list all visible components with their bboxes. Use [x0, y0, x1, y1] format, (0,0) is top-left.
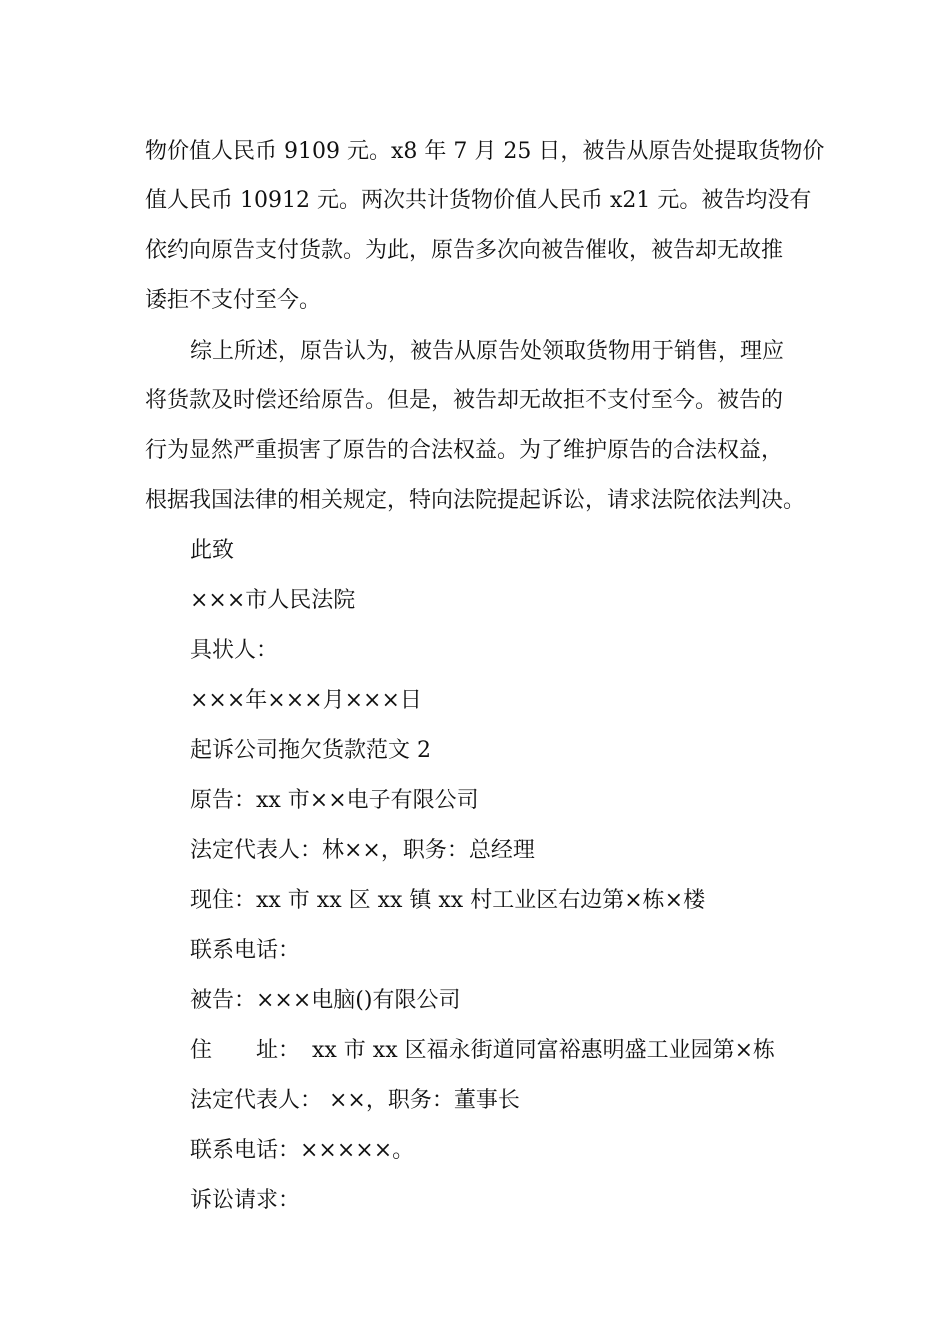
date-line: ×××年×××月×××日 — [190, 688, 422, 713]
plaintiff-address-line: 现住：xx 市 xx 区 xx 镇 xx 村工业区右边第×栋×楼 — [190, 888, 706, 913]
signatory: 具状人： — [190, 638, 279, 663]
body-line-4: 诿拒不支付至今。 — [145, 288, 322, 313]
defendant-address-label-part-2: 址： — [256, 1038, 301, 1063]
body-line-1: 物价值人民币 9109 元。x8 年 7 月 25 日，被告从原告处提取货物价 — [145, 139, 825, 164]
defendant-representative-line: 法定代表人： ××，职务：董事长 — [190, 1088, 520, 1113]
claims-heading: 诉讼请求： — [190, 1188, 301, 1213]
summary-line-3: 行为显然严重损害了原告的合法权益。为了维护原告的合法权益， — [145, 438, 784, 463]
plaintiff-line: 原告：xx 市××电子有限公司 — [190, 788, 479, 813]
summary-line-4: 根据我国法律的相关规定，特向法院提起诉讼，请求法院依法判决。 — [145, 488, 806, 513]
defendant-phone-line: 联系电话：×××××。 — [190, 1138, 415, 1163]
court-name: ×××市人民法院 — [190, 588, 356, 613]
defendant-address-label-part-1: 住 — [190, 1038, 213, 1063]
plaintiff-representative-line: 法定代表人：林××，职务：总经理 — [190, 838, 535, 863]
plaintiff-phone-line: 联系电话： — [190, 938, 301, 963]
body-line-2: 值人民币 10912 元。两次共计货物价值人民币 x21 元。被告均没有 — [145, 188, 812, 213]
summary-line-1: 综上所述，原告认为，被告从原告处领取货物用于销售，理应 — [190, 339, 785, 364]
summary-line-2: 将货款及时偿还给原告。但是，被告却无故拒不支付至今。被告的 — [145, 388, 784, 413]
defendant-line: 被告：×××电脑()有限公司 — [190, 988, 461, 1013]
section-title: 起诉公司拖欠货款范文 2 — [190, 738, 431, 763]
body-line-3: 依约向原告支付货款。为此，原告多次向被告催收，被告却无故推 — [145, 238, 784, 263]
salutation: 此致 — [190, 538, 235, 563]
defendant-address-value: xx 市 xx 区福永街道同富裕惠明盛工业园第×栋 — [312, 1038, 776, 1063]
